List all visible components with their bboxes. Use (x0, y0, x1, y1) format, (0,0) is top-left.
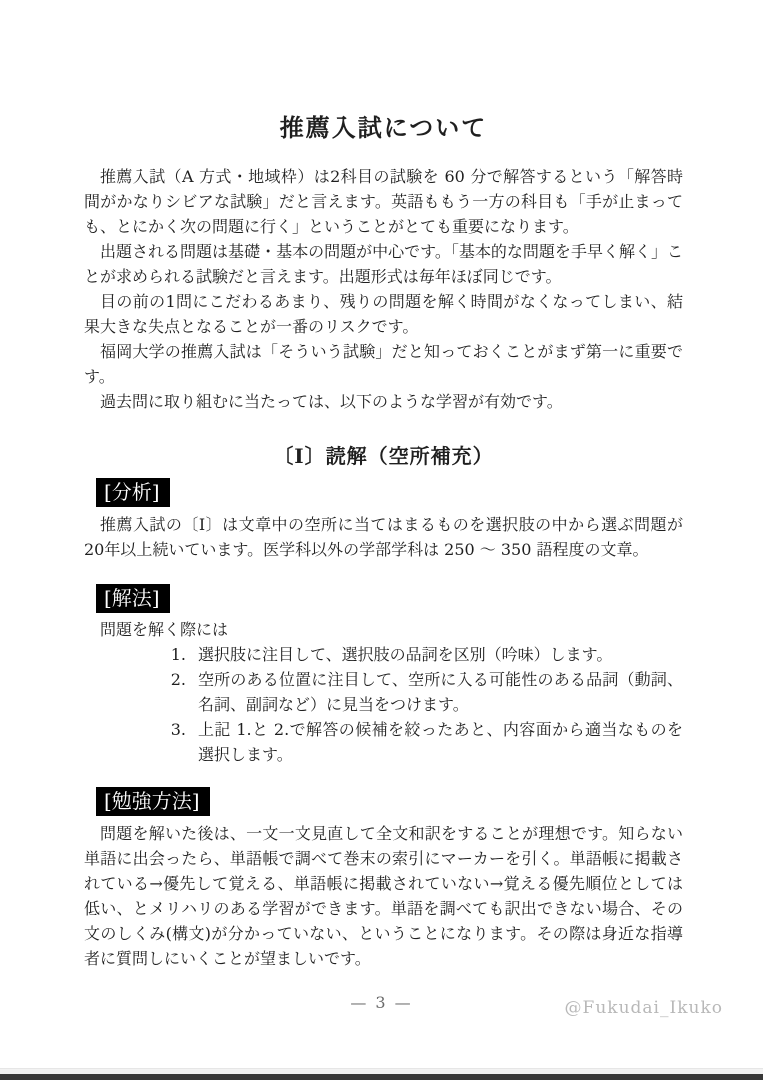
study-text: 問題を解いた後は、一文一文見直して全文和訳をすることが理想です。知らない単語に出会ったら、単語帳で調べて巻末の索引にマーカーを引く。単語帳に掲載されている→優先して覚える、単語帳に掲載されていない→覚える優先順位としては低い、とメリハリのある学習ができます。単語を調べても訳出できない場合、その文のしくみ(構文)が分かっていない、ということになります。その際は身近な指導者に質問しにいくことが望ましいです。 (84, 824, 683, 968)
analysis-text: 推薦入試の〔Ⅰ〕は文章中の空所に当てはまるものを選択肢の中から選ぶ問題が 20年以上続いています。医学科以外の学部学科は 250 ～ 350 語程度の文章。 (84, 515, 683, 559)
intro-section (84, 164, 683, 414)
solution-step (162, 642, 683, 667)
page-number: — 3 — (350, 993, 413, 1012)
solution-label: [解法] (96, 584, 170, 613)
intro-paragraph: 過去問に取り組むに当たっては、以下のような学習が有効です。 (100, 392, 563, 411)
solution-step (162, 717, 683, 767)
solution-intro: 問題を解く際には (100, 620, 229, 639)
analysis-label: [分析] (96, 478, 170, 507)
step-text: 選択肢に注目して、選択肢の品詞を区別（吟味）します。 (198, 645, 613, 664)
step-number: 3. (170, 720, 186, 739)
study-section (84, 787, 683, 971)
solution-section (84, 584, 683, 767)
step-number: 1. (170, 645, 186, 664)
watermark: @Fukudai_Ikuko (564, 998, 723, 1018)
analysis-section (84, 478, 683, 562)
section-heading: 〔Ⅰ〕読解（空所補充） (273, 444, 494, 468)
intro-paragraph: 目の前の1問にこだわるあまり、残りの問題を解く時間がなくなってしまい、結果大きな失点となることが一番のリスクです。 (84, 292, 683, 336)
intro-paragraph: 出題される問題は基礎・基本の問題が中心です。「基本的な問題を手早く解く」ことが求められる試験だと言えます。出題形式は毎年ほぼ同じです。 (84, 242, 683, 286)
step-number: 2. (170, 670, 186, 689)
intro-paragraph: 福岡大学の推薦入試は「そういう試験」だと知っておくことがまず第一に重要です。 (84, 342, 683, 386)
solution-step (162, 667, 683, 717)
bottom-bar (0, 1074, 763, 1080)
intro-paragraph: 推薦入試（A 方式・地域枠）は2科目の試験を 60 分で解答するという「解答時間がかなりシビアな試験」だと言えます。英語ももう一方の科目も「手が止まっても、とにかく次の問題に行く」ということがとても重要になります。 (84, 167, 683, 236)
study-label: [勉強方法] (96, 787, 210, 816)
step-text: 空所のある位置に注目して、空所に入る可能性のある品詞（動詞、名詞、副詞など）に見当をつけます。 (198, 670, 683, 714)
step-text: 上記 1.と 2.で解答の候補を絞ったあと、内容面から適当なものを選択します。 (198, 720, 683, 764)
page-title: 推薦入試について (279, 113, 488, 142)
solution-steps (162, 642, 683, 767)
